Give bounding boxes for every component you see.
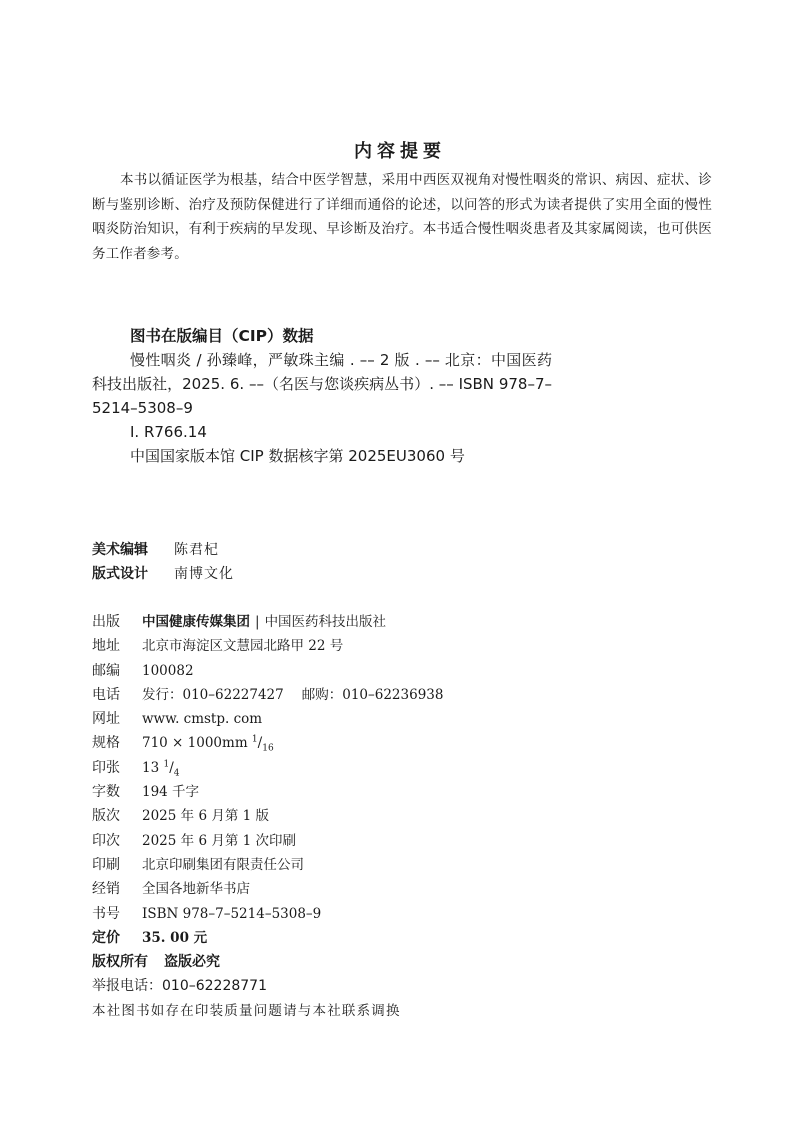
- format-numerator: 1: [251, 734, 258, 745]
- printer-row: [92, 853, 443, 877]
- publisher-row: [92, 610, 443, 634]
- publisher-separator: |: [255, 614, 260, 630]
- price-label: 定价: [92, 929, 120, 946]
- publisher-label: 出版: [92, 614, 120, 630]
- website-row: [92, 707, 443, 731]
- publisher-name: 中国医药科技出版社: [264, 614, 387, 630]
- cip-title: 图书在版编目（CIP）数据: [130, 327, 314, 345]
- printing-label: 印次: [92, 832, 120, 849]
- art-editor-value: 陈君杞: [174, 542, 219, 558]
- wordcount-value: 194 千字: [142, 784, 200, 801]
- price-row: [92, 926, 443, 950]
- report-phone: 举报电话：010–62228771: [92, 978, 267, 995]
- art-editor-label: 美术编辑: [92, 542, 148, 558]
- phone-label: 电话: [92, 686, 120, 703]
- cip-classification: Ⅰ. R766.14: [130, 423, 207, 441]
- price-value: 35. 00 元: [142, 929, 208, 946]
- sheets-whole: 13: [142, 759, 160, 776]
- format-label: 规格: [92, 735, 120, 752]
- summary-heading: 内容提要: [354, 141, 446, 162]
- format-denominator: 16: [262, 744, 274, 755]
- format-base: 710 × 1000mm: [142, 735, 248, 752]
- report-phone-row: [92, 974, 443, 998]
- notice-row: [92, 999, 443, 1023]
- website-value: www. cmstp. com: [142, 711, 263, 728]
- printing-row: [92, 829, 443, 853]
- phone-mail-order: 邮购：010–62236938: [301, 686, 444, 703]
- distributor-row: [92, 877, 443, 901]
- piracy-warning: 盗版必究: [164, 954, 220, 971]
- isbn-row: [92, 902, 443, 926]
- format-row: 规格 710 × 1000mm $^1/_{16}$: [92, 731, 443, 755]
- sheets-label: 印张: [92, 759, 120, 776]
- sheets-row: 印张 13 $^1/_4$: [92, 756, 443, 780]
- cip-block: [92, 324, 552, 468]
- address-value: 北京市海淀区文慧园北路甲 22 号: [142, 638, 344, 655]
- quality-notice: 本社图书如存在印装质量问题请与本社联系调换: [92, 1002, 401, 1019]
- postcode-value: 100082: [142, 662, 194, 679]
- cip-description: 慢性咽炎 / 孙臻峰，严敏珠主编 . –– 2 版 . –– 北京：中国医药科技出版社，2025. 6. ––（名医与您谈疾病丛书）. –– ISBN 978–7–5214–5308–9: [92, 351, 552, 417]
- editor-row-layout: [92, 562, 234, 586]
- distributor-label: 经销: [92, 881, 120, 898]
- publisher-group: 中国健康传媒集团: [142, 614, 250, 630]
- printer-label: 印刷: [92, 856, 120, 873]
- layout-design-value: 南博文化: [174, 566, 234, 582]
- rights-row: [92, 950, 443, 974]
- printing-value: 2025 年 6 月第 1 次印刷: [142, 832, 296, 849]
- layout-design-label: 版式设计: [92, 566, 148, 582]
- isbn-value: ISBN 978–7–5214–5308–9: [142, 905, 322, 922]
- sheets-denominator: 4: [173, 768, 180, 779]
- edition-row: [92, 804, 443, 828]
- distributor-value: 全国各地新华书店: [142, 881, 250, 898]
- postcode-row: [92, 659, 443, 683]
- address-label: 地址: [92, 638, 120, 655]
- summary-body: 本书以循证医学为根基，结合中医学智慧，采用中西医双视角对慢性咽炎的常识、病因、症状、诊断与鉴别诊断、治疗及预防保健进行了详细而通俗的论述，以问答的形式为读者提供了实用全面的慢性咽炎防治知识，有利于疾病的早发现、早诊断及治疗。本书适合慢性咽炎患者及其家属阅读，也可供医务工作者参考。: [92, 172, 712, 262]
- wordcount-label: 字数: [92, 784, 120, 801]
- editor-row-art: [92, 538, 234, 562]
- isbn-label: 书号: [92, 905, 120, 922]
- wordcount-row: [92, 780, 443, 804]
- postcode-label: 邮编: [92, 662, 120, 679]
- cip-number: 中国国家版本馆 CIP 数据核字第 2025EU3060 号: [130, 447, 465, 465]
- edition-label: 版次: [92, 808, 120, 825]
- printer-value: 北京印刷集团有限责任公司: [142, 856, 304, 873]
- sheets-numerator: 1: [163, 759, 170, 770]
- address-row: [92, 634, 443, 658]
- website-label: 网址: [92, 711, 120, 728]
- phone-distribution: 发行：010–62227427: [142, 686, 284, 703]
- edition-value: 2025 年 6 月第 1 版: [142, 808, 269, 825]
- rights-reserved: 版权所有: [92, 954, 148, 971]
- editors-block: [92, 538, 234, 586]
- publication-info: [92, 610, 443, 1023]
- phone-row: [92, 683, 443, 707]
